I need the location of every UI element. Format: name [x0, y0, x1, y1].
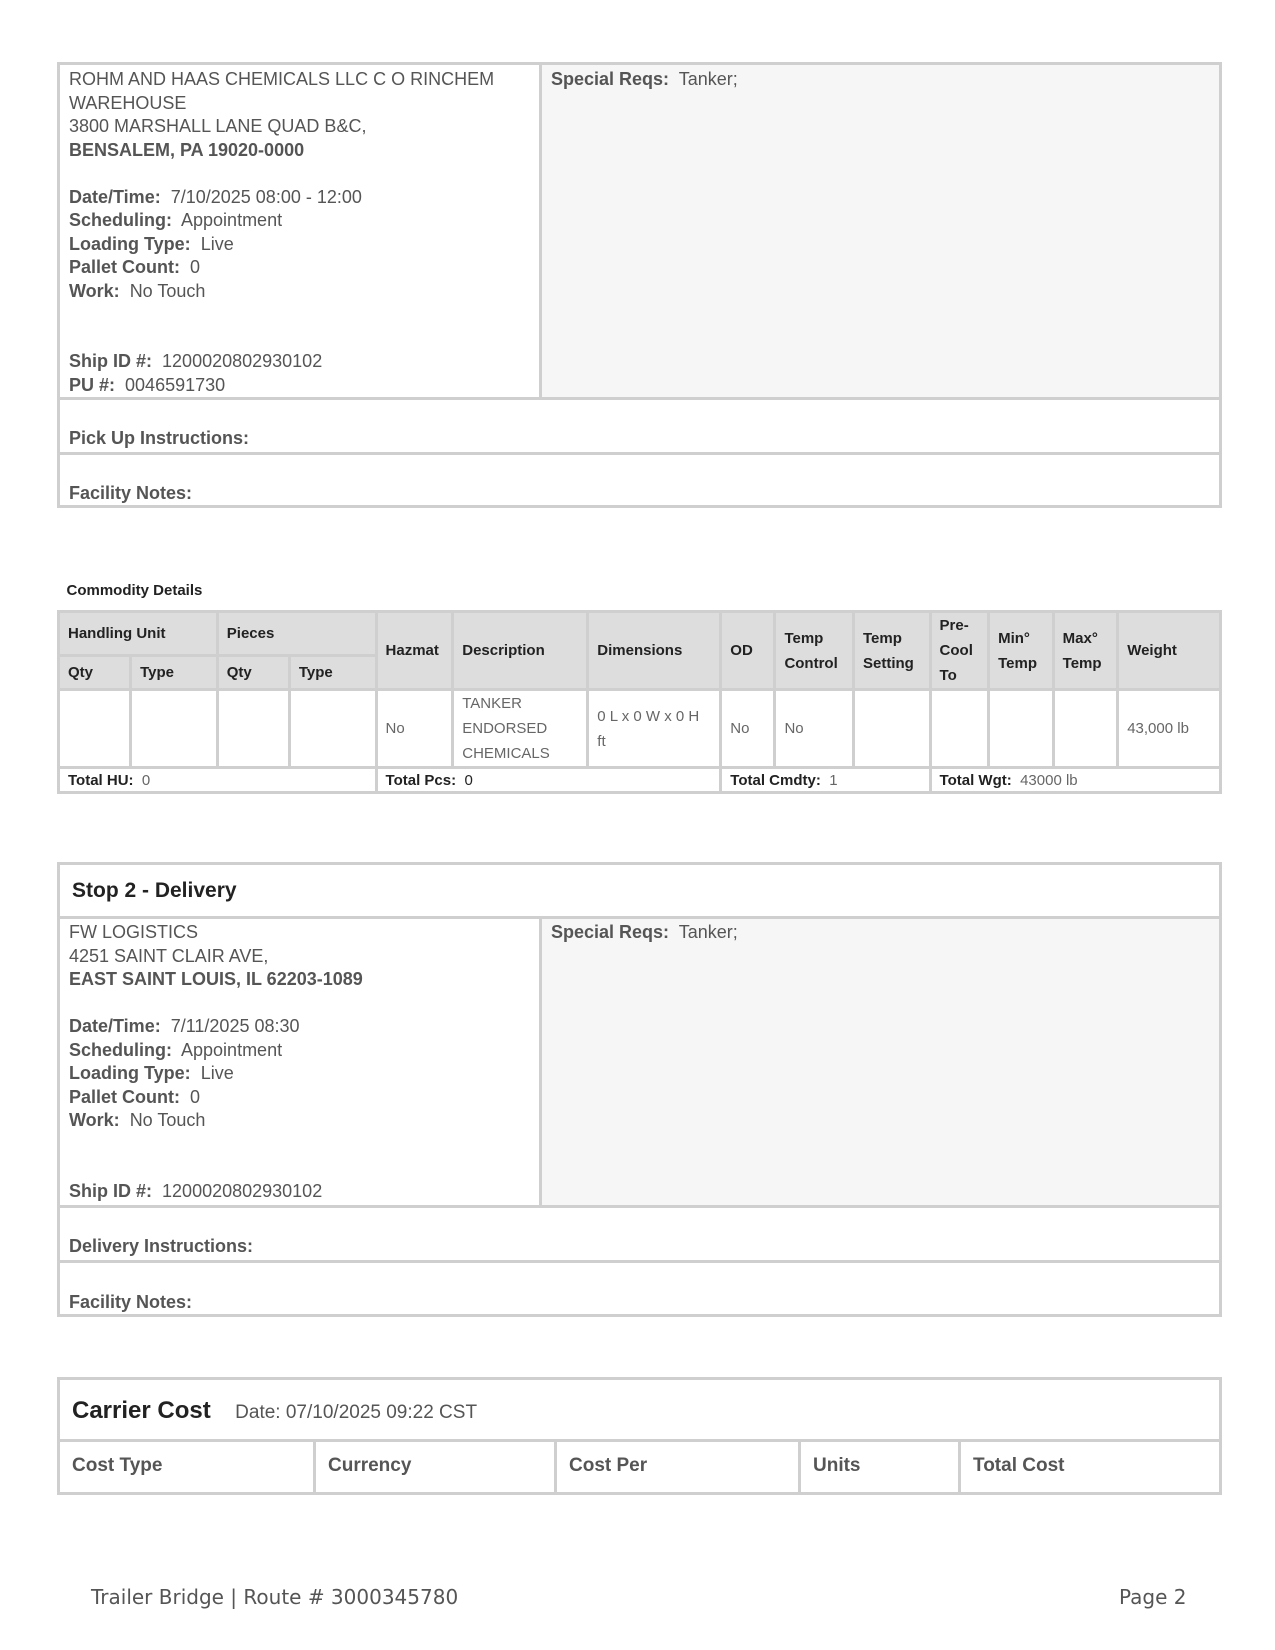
header-pieces: Pieces — [217, 612, 376, 656]
table-row — [59, 690, 1221, 768]
stop-title: Stop 2 - Delivery — [60, 865, 1219, 919]
col-cost-type: Cost Type — [60, 1442, 316, 1492]
delivery-stop-panel — [57, 862, 1222, 1317]
col-units: Units — [801, 1442, 961, 1492]
header-max-temp: Max° Temp — [1053, 612, 1118, 690]
temp-control-cell: No — [775, 690, 854, 768]
footer-route: Trailer Bridge | Route # 3000345780 — [91, 1585, 459, 1609]
city-state-zip: EAST SAINT LOUIS, IL 62203-1089 — [69, 969, 363, 989]
carrier-cost-columns — [60, 1442, 1219, 1492]
carrier-cost-date: Date: 07/10/2025 09:22 CST — [235, 1402, 478, 1423]
header-pcs-type: Type — [289, 656, 376, 690]
special-reqs: Special Reqs: Tanker; — [542, 65, 1219, 397]
city-state-zip: BENSALEM, PA 19020-0000 — [69, 139, 305, 160]
description-cell: TANKER ENDORSED CHEMICALS — [453, 690, 588, 768]
header-temp-setting: Temp Setting — [854, 612, 931, 690]
work: Work: No Touch — [69, 280, 206, 301]
dimensions-cell: 0 L x 0 W x 0 H ft — [588, 690, 721, 768]
header-precool: Pre-Cool To — [930, 612, 989, 690]
header-hu-type: Type — [131, 656, 218, 690]
carrier-cost-title: Carrier Cost — [72, 1397, 211, 1424]
date-time: Date/Time: 7/11/2025 08:30 — [69, 1016, 300, 1036]
facility-notes-label: Facility Notes: — [69, 483, 193, 503]
od-cell: No — [721, 690, 775, 768]
total-hu: Total HU: 0 — [59, 768, 377, 793]
header-handling-unit: Handling Unit — [59, 612, 218, 656]
carrier-cost-header — [60, 1380, 1219, 1442]
header-dimensions: Dimensions — [588, 612, 721, 690]
scheduling: Scheduling: Appointment — [69, 1039, 283, 1060]
header-temp-control: Temp Control — [775, 612, 854, 690]
address-line: 3800 MARSHALL LANE QUAD B&C, — [69, 116, 367, 136]
total-pcs: Total Pcs: 0 — [376, 768, 721, 793]
address-line: WAREHOUSE — [69, 92, 187, 113]
commodity-table — [57, 570, 1222, 794]
work: Work: No Touch — [69, 1110, 206, 1130]
date-time: Date/Time: 7/10/2025 08:00 - 12:00 — [69, 186, 362, 207]
address-line: 4251 SAINT CLAIR AVE, — [69, 945, 269, 966]
col-cost-per: Cost Per — [557, 1442, 801, 1492]
scheduling: Scheduling: Appointment — [69, 210, 283, 230]
pallet-count: Pallet Count: 0 — [69, 1086, 201, 1107]
delivery-details — [60, 919, 542, 1205]
pickup-stop-panel — [57, 62, 1222, 508]
header-hazmat: Hazmat — [376, 612, 453, 690]
total-cmdty: Total Cmdty: 1 — [721, 768, 930, 793]
header-od: OD — [721, 612, 775, 690]
commodity-details-panel — [57, 570, 1222, 805]
delivery-instructions-label: Delivery Instructions: — [69, 1236, 254, 1256]
ship-id: Ship ID #: 1200020802930102 — [69, 1180, 323, 1201]
col-currency: Currency — [316, 1442, 557, 1492]
pickup-instructions-label: Pick Up Instructions: — [69, 428, 250, 448]
col-total-cost: Total Cost — [973, 1455, 1065, 1476]
total-wgt: Total Wgt: 43000 lb — [930, 768, 1220, 793]
header-weight: Weight — [1118, 612, 1221, 690]
ship-id: Ship ID #: 1200020802930102 — [69, 351, 323, 371]
special-reqs: Special Reqs: Tanker; — [542, 919, 1219, 1205]
facility-notes-label: Facility Notes: — [69, 1292, 193, 1312]
header-hu-qty: Qty — [59, 656, 131, 690]
commodity-title: Commodity Details — [59, 570, 1221, 612]
header-pcs-qty: Qty — [217, 656, 289, 690]
weight-cell: 43,000 lb — [1118, 690, 1221, 768]
header-min-temp: Min° Temp — [989, 612, 1054, 690]
pu-number: PU #: 0046591730 — [69, 374, 226, 395]
totals-row — [59, 768, 1221, 793]
footer-page-number: Page 2 — [1119, 1585, 1187, 1609]
hazmat-cell: No — [376, 690, 453, 768]
header-description: Description — [453, 612, 588, 690]
address-line: ROHM AND HAAS CHEMICALS LLC C O RINCHEM — [69, 69, 495, 89]
pickup-details — [60, 65, 542, 397]
address-line: FW LOGISTICS — [69, 922, 199, 942]
carrier-cost-panel — [57, 1377, 1222, 1495]
loading-type: Loading Type: Live — [69, 233, 234, 254]
loading-type: Loading Type: Live — [69, 1063, 234, 1083]
pallet-count: Pallet Count: 0 — [69, 257, 201, 277]
